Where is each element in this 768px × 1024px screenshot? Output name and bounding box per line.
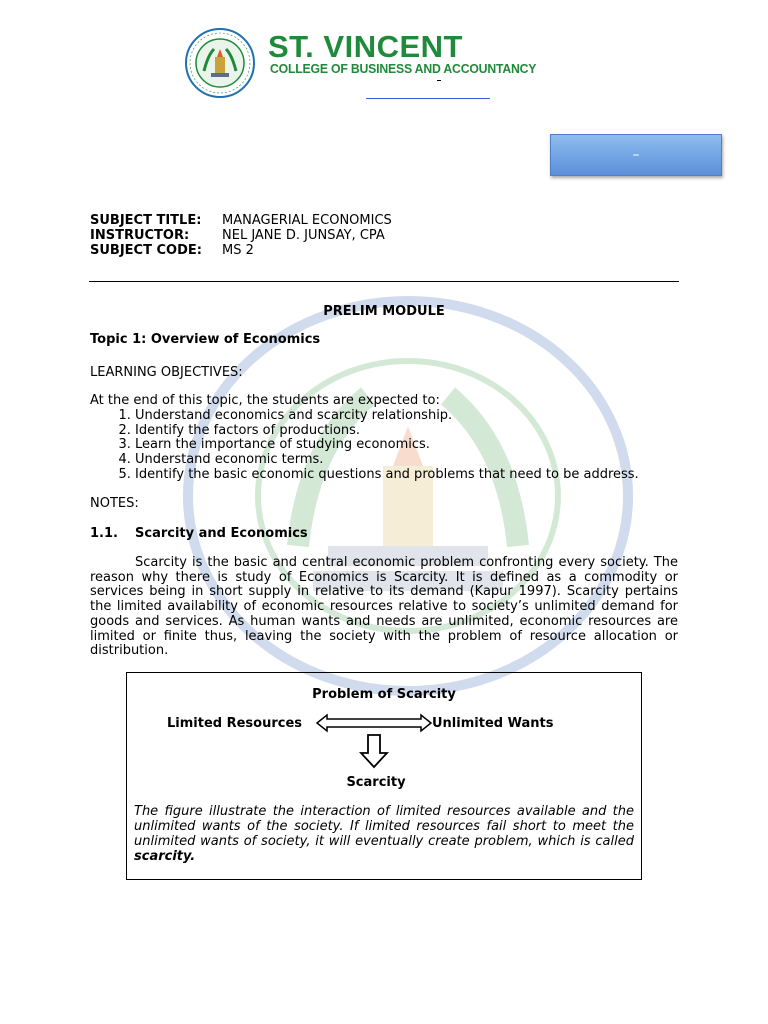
- objectives-intro: At the end of this topic, the students are expected to:: [90, 393, 440, 408]
- subject-code-value: MS 2: [222, 243, 254, 258]
- topic-heading: Topic 1: Overview of Economics: [90, 332, 321, 347]
- instructor-value: NEL JANE D. JUNSAY, CPA: [222, 228, 385, 243]
- scarcity-label: Scarcity: [346, 775, 406, 790]
- objectives-list: [90, 409, 639, 483]
- figure-caption-text: The figure illustrate the interaction of limited resources available and the unlimited wants of the society. If limited resources fail short to meet the unlimited wants of society, it will eventually create problem, which is called: [134, 804, 634, 849]
- figure-caption: [134, 804, 634, 864]
- list-item: 5. Identify the basic economic questions and problems that need to be address.: [135, 468, 639, 483]
- subject-code-row: [90, 243, 254, 258]
- body-paragraph: [90, 556, 678, 659]
- school-seal-logo: [184, 27, 256, 99]
- instructor-label: INSTRUCTOR:: [90, 228, 190, 243]
- dash-mark: [437, 80, 441, 81]
- list-item: 4. Understand economic terms.: [135, 453, 639, 468]
- unlimited-wants-label: Unlimited Wants: [432, 716, 554, 731]
- school-name: ST. VINCENT: [268, 29, 463, 64]
- objectives-label: LEARNING OBJECTIVES:: [90, 365, 243, 380]
- section-number: 1.1.: [90, 526, 118, 541]
- subject-title-value: MANAGERIAL ECONOMICS: [222, 213, 392, 228]
- link-underline[interactable]: [366, 98, 490, 99]
- section-title: Scarcity and Economics: [135, 526, 308, 541]
- list-item: 1. Understand economics and scarcity relationship.: [135, 409, 639, 424]
- blue-banner-box: –: [550, 134, 722, 176]
- double-arrow-icon: [315, 713, 433, 733]
- notes-label: NOTES:: [90, 496, 139, 511]
- limited-resources-label: Limited Resources: [167, 716, 303, 731]
- figure-caption-bold: scarcity.: [134, 849, 196, 864]
- list-item: 3. Learn the importance of studying economics.: [135, 438, 639, 453]
- subject-title-row: [90, 213, 392, 228]
- down-arrow-icon: [359, 733, 389, 769]
- subject-code-label: SUBJECT CODE:: [90, 243, 202, 258]
- body-paragraph-text: Scarcity is the basic and central economic problem confronting every society. The reason why there is study of Economics is Scarcity. It is defined as a commodity or services being in short supply in relative to its demand (Kapur 1997). Scarcity pertains the limited availability of economic resources relative to society’s unlimited demand for goods and services. As human wants and needs are unlimited, economic resources are limited or finite thus, leaving the society with the problem of resource allocation or distribution.: [90, 555, 678, 659]
- list-item: 2. Identify the factors of productions.: [135, 424, 639, 439]
- subject-title-label: SUBJECT TITLE:: [90, 213, 202, 228]
- module-heading: PRELIM MODULE: [323, 304, 445, 319]
- school-subtitle: COLLEGE OF BUSINESS AND ACCOUNTANCY: [270, 62, 537, 76]
- scarcity-figure: [126, 672, 642, 880]
- figure-title: Problem of Scarcity: [312, 687, 456, 702]
- instructor-row: [90, 228, 385, 243]
- divider: [89, 281, 679, 282]
